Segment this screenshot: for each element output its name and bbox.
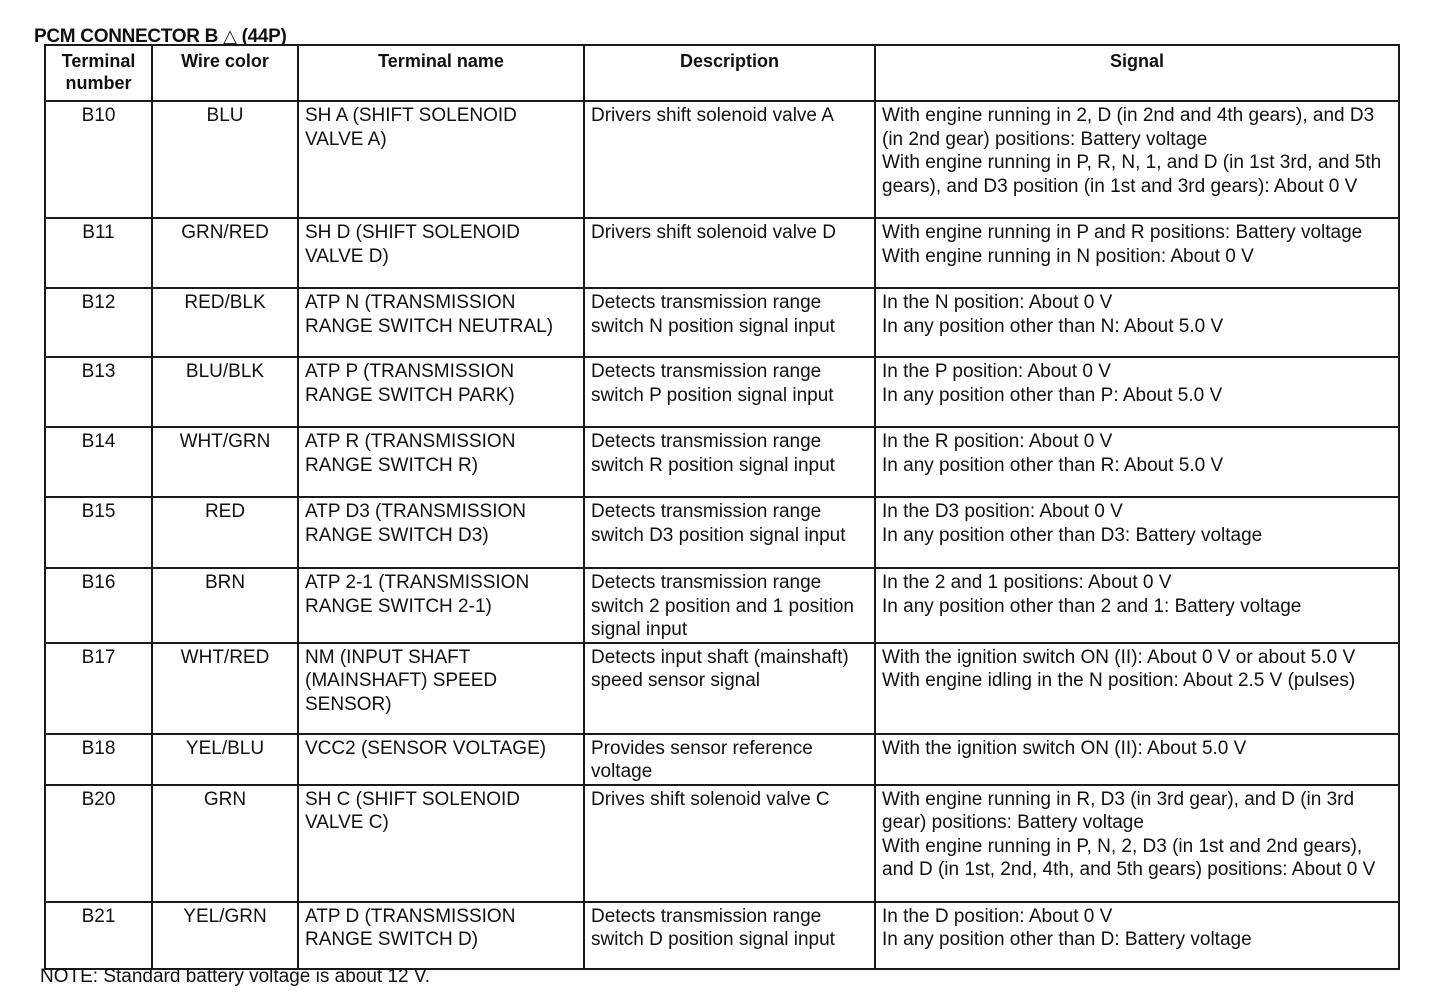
terminal-name-cell: ATP P (TRANSMISSION RANGE SWITCH PARK) [298,357,584,427]
wire-color-cell: WHT/RED [152,643,298,734]
description-cell: Detects transmission range switch R position signal input [584,427,875,497]
footnote: NOTE: Standard battery voltage is about 12 V. [40,966,431,987]
triangle-icon: △ [223,26,237,46]
terminal-name-cell: SH C (SHIFT SOLENOID VALVE C) [298,785,584,902]
signal-cell [875,218,1399,288]
signal-line: In the D3 position: About 0 V [882,501,1123,522]
wire-color-cell: BLU/BLK [152,357,298,427]
table-row [45,643,1399,734]
signal-line: In any position other than R: About 5.0 V [882,454,1224,476]
wire-color-cell: BLU [152,101,298,218]
wire-color-cell: GRN/RED [152,218,298,288]
connector-table [44,44,1400,970]
signal-line: In any position other than N: About 5.0 V [882,315,1224,337]
terminal-name-cell: NM (INPUT SHAFT (MAINSHAFT) SPEED SENSOR) [298,643,584,734]
signal-line: With the ignition switch ON (II): About 0 V or about 5.0 V [882,646,1356,668]
signal-cell [875,101,1399,218]
signal-cell [875,785,1399,902]
wire-color-cell: RED [152,497,298,568]
table-row [45,288,1399,357]
signal-line: In the 2 and 1 positions: About 0 V [882,572,1172,593]
signal-line: With engine running in N position: About 0 V [882,245,1254,267]
wire-color-cell: RED/BLK [152,288,298,357]
description-cell: Detects input shaft (mainshaft) speed sensor signal [584,643,875,734]
terminal-number-cell: B11 [45,218,152,288]
terminal-name-cell: ATP D3 (TRANSMISSION RANGE SWITCH D3) [298,497,584,568]
description-cell: Detects transmission range switch D3 position signal input [584,497,875,568]
header-row [45,45,1399,101]
signal-cell [875,288,1399,357]
terminal-name-cell: ATP N (TRANSMISSION RANGE SWITCH NEUTRAL) [298,288,584,357]
terminal-number-cell: B16 [45,568,152,643]
signal-line: In the R position: About 0 V [882,431,1113,452]
signal-cell [875,902,1399,969]
table-row [45,427,1399,497]
description-cell: Drives shift solenoid valve C [584,785,875,902]
header-description: Description [584,45,875,101]
description-cell: Detects transmission range switch D position signal input [584,902,875,969]
signal-cell [875,734,1399,785]
signal-cell [875,643,1399,734]
signal-line: With the ignition switch ON (II): About 5.0 V [882,737,1247,759]
description-cell: Detects transmission range switch P position signal input [584,357,875,427]
signal-line: In the P position: About 0 V [882,361,1111,382]
description-cell: Drivers shift solenoid valve A [584,101,875,218]
table-row [45,218,1399,288]
terminal-number-cell: B18 [45,734,152,785]
table-row [45,357,1399,427]
table-row [45,902,1399,969]
description-cell: Provides sensor reference voltage [584,734,875,785]
signal-line: In any position other than D3: Battery voltage [882,524,1263,546]
signal-line: With engine running in P, N, 2, D3 (in 1st and 2nd gears), and D (in 1st, 2nd, 4th, and 5th gears) positions: About 0 V [882,835,1376,880]
wire-color-cell: BRN [152,568,298,643]
table-row [45,497,1399,568]
header-terminal-number: Terminal number [45,45,152,101]
signal-line: In the N position: About 0 V [882,292,1113,313]
signal-cell [875,357,1399,427]
terminal-name-cell: ATP R (TRANSMISSION RANGE SWITCH R) [298,427,584,497]
terminal-number-cell: B12 [45,288,152,357]
table-row [45,785,1399,902]
title-pins: (44P) [241,26,287,47]
description-cell: Detects transmission range switch 2 position and 1 position signal input [584,568,875,643]
wire-color-cell: YEL/GRN [152,902,298,969]
signal-line: With engine idling in the N position: About 2.5 V (pulses) [882,670,1356,691]
title-text: PCM CONNECTOR B [34,26,219,47]
terminal-number-cell: B15 [45,497,152,568]
terminal-number-cell: B14 [45,427,152,497]
terminal-number-cell: B21 [45,902,152,969]
table-row [45,568,1399,643]
signal-line: With engine running in R, D3 (in 3rd gear), and D (in 3rd gear) positions: Battery voltage [882,788,1360,833]
table-row [45,734,1399,785]
signal-line: With engine running in P and R positions: Battery voltage [882,222,1363,243]
table-row [45,101,1399,218]
terminal-name-cell: ATP 2-1 (TRANSMISSION RANGE SWITCH 2-1) [298,568,584,643]
terminal-number-cell: B17 [45,643,152,734]
wire-color-cell: YEL/BLU [152,734,298,785]
description-cell: Drivers shift solenoid valve D [584,218,875,288]
signal-line: With engine running in P, R, N, 1, and D (in 1st 3rd, and 5th gears), and D3 position (in 1st and 3rd gears): About 0 V [882,152,1387,197]
header-terminal-name: Terminal name [298,45,584,101]
signal-cell [875,568,1399,643]
signal-line: In any position other than P: About 5.0 V [882,384,1223,406]
signal-line: With engine running in 2, D (in 2nd and 4th gears), and D3 (in 2nd gear) positions: Battery voltage [882,105,1380,150]
signal-line: In any position other than 2 and 1: Battery voltage [882,595,1302,617]
terminal-number-cell: B10 [45,101,152,218]
description-cell: Detects transmission range switch N position signal input [584,288,875,357]
terminal-name-cell: SH A (SHIFT SOLENOID VALVE A) [298,101,584,218]
signal-line: In any position other than D: Battery voltage [882,929,1252,950]
signal-cell [875,427,1399,497]
header-signal: Signal [875,45,1399,101]
header-wire-color: Wire color [152,45,298,101]
terminal-number-cell: B20 [45,785,152,902]
wire-color-cell: WHT/GRN [152,427,298,497]
terminal-name-cell: SH D (SHIFT SOLENOID VALVE D) [298,218,584,288]
terminal-number-cell: B13 [45,357,152,427]
wire-color-cell: GRN [152,785,298,902]
terminal-name-cell: ATP D (TRANSMISSION RANGE SWITCH D) [298,902,584,969]
signal-line: In the D position: About 0 V [882,905,1113,927]
terminal-name-cell: VCC2 (SENSOR VOLTAGE) [298,734,584,785]
signal-cell [875,497,1399,568]
